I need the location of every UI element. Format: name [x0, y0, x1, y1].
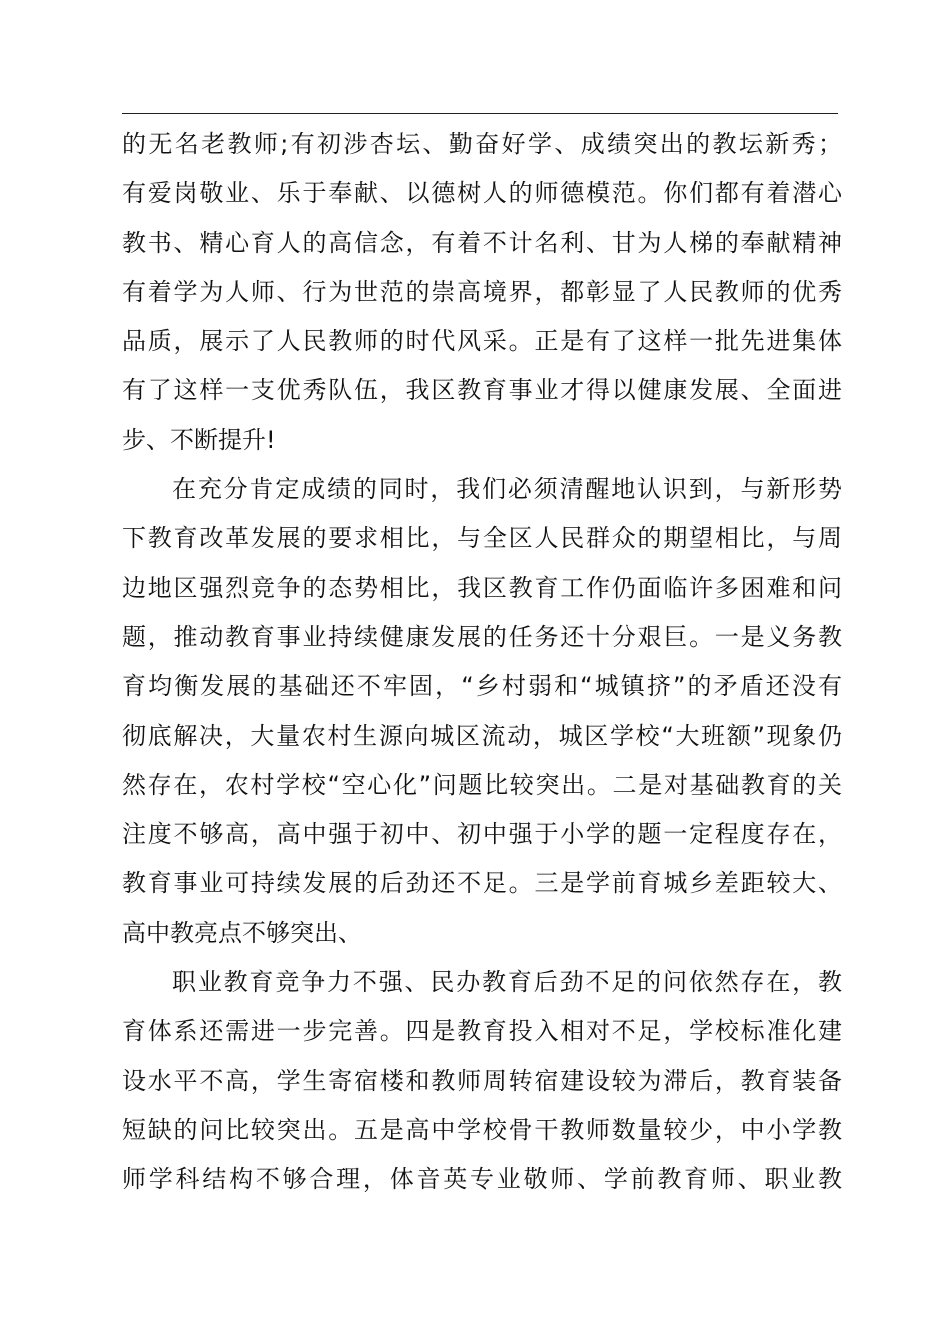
- text-line: 然存在，农村学校“空心化”问题比较突出。二是对基础教育的关: [122, 770, 842, 799]
- text-line: 步、不断提升!: [122, 425, 276, 454]
- text-line: 有了这样一支优秀队伍，我区教育事业才得以健康发展、全面进: [122, 376, 842, 405]
- text-line: 品质，展示了人民教师的时代风采。正是有了这样一批先进集体: [122, 327, 842, 356]
- text-line: 设水平不高，学生寄宿楼和教师周转宿建设较为滞后，教育装备: [122, 1066, 842, 1095]
- text-line: 注度不够高，高中强于初中、初中强于小学的题一定程度存在，: [122, 820, 842, 849]
- text-line: 教书、精心育人的高信念，有着不计名利、甘为人梯的奉献精神: [122, 228, 842, 257]
- text-line: 的无名老教师;有初涉杏坛、勤奋好学、成绩突出的教坛新秀；: [122, 130, 842, 158]
- text-line: 彻底解决，大量农村生源向城区流动，城区学校“大班额”现象仍: [122, 721, 842, 750]
- text-line: 在充分肯定成绩的同时，我们必须清醒地认识到，与新形势: [172, 475, 842, 504]
- text-line: 高中教亮点不够突出、: [122, 918, 362, 947]
- text-line: 教育事业可持续发展的后劲还不足。三是学前育城乡差距较大、: [122, 869, 842, 898]
- text-line: 题，推动教育事业持续健康发展的任务还十分艰巨。一是义务教: [122, 622, 842, 651]
- text-line: 职业教育竞争力不强、民办教育后劲不足的问依然存在，教: [172, 968, 842, 997]
- text-line: 育体系还需进一步完善。四是教育投入相对不足，学校标准化建: [122, 1017, 842, 1046]
- text-line: 边地区强烈竞争的态势相比，我区教育工作仍面临许多困难和问: [122, 573, 842, 602]
- text-line: 短缺的问比较突出。五是高中学校骨干教师数量较少，中小学教: [122, 1115, 842, 1144]
- text-line: 有爱岗敬业、乐于奉献、以德树人的师德模范。你们都有着潜心: [122, 179, 842, 208]
- body-text: [122, 120, 842, 1205]
- text-line: 育均衡发展的基础还不牢固，“乡村弱和“城镇挤”的矛盾还没有: [122, 672, 842, 701]
- header-rule: [122, 113, 838, 114]
- text-line: 下教育改革发展的要求相比，与全区人民群众的期望相比，与周: [122, 524, 842, 553]
- text-line: 师学科结构不够合理，体音英专业敬师、学前教育师、职业教: [122, 1165, 842, 1194]
- text-line: 有着学为人师、行为世范的崇高境界，都彰显了人民教师的优秀: [122, 277, 842, 306]
